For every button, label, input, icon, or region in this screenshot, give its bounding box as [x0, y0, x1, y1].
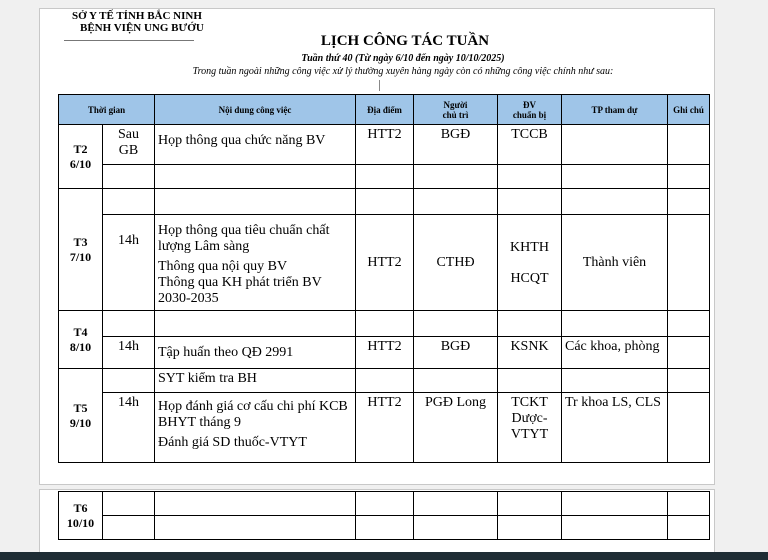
table-row	[59, 393, 710, 463]
notes-cell	[668, 337, 710, 369]
day-date: 6/10	[69, 156, 92, 171]
header-time: Thời gian	[59, 95, 155, 125]
content-item: Thông qua nội quy BV	[158, 259, 288, 274]
content-cell: Tập huấn theo QĐ 2991	[155, 337, 356, 369]
page-title: LỊCH CÔNG TÁC TUẦN	[320, 33, 490, 49]
prep-text: TCKT	[511, 395, 548, 410]
schedule-table-continued	[58, 491, 710, 540]
prep-text: KHTH	[510, 239, 549, 255]
intro-text: Trong tuần ngoài những công việc xử lý thường xuyên hàng ngày còn có những công việc chính như sau:	[192, 66, 614, 77]
prep-cell: KSNK	[498, 337, 562, 369]
table-row	[59, 337, 710, 369]
time-cell: 14h	[103, 393, 155, 463]
header-prep-line2: chuẩn bị	[512, 109, 547, 120]
prep-cell: TCCB	[498, 125, 562, 165]
day-cell-t3	[59, 189, 103, 311]
attendees-cell	[562, 125, 668, 165]
prep-text: Dược-	[511, 411, 548, 426]
day-label: T6	[73, 500, 88, 515]
prep-text: HCQT	[510, 270, 549, 286]
day-date: 7/10	[69, 249, 92, 264]
table-row	[59, 165, 710, 189]
week-subtitle: Tuần thứ 40 (Từ ngày 6/10 đến ngày 10/10/2025)	[301, 53, 505, 64]
table-header-row	[59, 95, 710, 125]
prep-text: VTYT	[510, 427, 549, 442]
content-cell: SYT kiểm tra BH	[155, 369, 356, 393]
attendees-cell: Tr khoa LS, CLS	[562, 393, 668, 463]
time-text: GB	[118, 143, 139, 158]
table-row	[59, 125, 710, 165]
day-cell-t5	[59, 369, 103, 463]
table-row	[59, 516, 710, 540]
day-cell-t4	[59, 311, 103, 369]
taskbar	[0, 552, 768, 560]
table-row	[59, 492, 710, 516]
day-label: T2	[73, 141, 88, 156]
host-cell: BGĐ	[414, 337, 498, 369]
time-cell	[103, 125, 155, 165]
day-date: 8/10	[69, 339, 92, 354]
org-name-line1: SỞ Y TẾ TỈNH BẮC NINH	[72, 10, 202, 22]
text-cursor	[379, 80, 380, 91]
day-label: T4	[73, 324, 88, 339]
prep-cell	[498, 393, 562, 463]
location-cell: HTT2	[356, 215, 414, 311]
notes-cell	[668, 215, 710, 311]
day-cell-t6	[59, 492, 103, 540]
header-attendees: TP tham dự	[562, 95, 668, 125]
attendees-cell: Các khoa, phòng	[562, 337, 668, 369]
header-host-line2: chủ trì	[442, 109, 469, 120]
host-cell: BGĐ	[414, 125, 498, 165]
org-name-line2: BỆNH VIỆN UNG BƯỚU	[80, 22, 204, 34]
header-prep-line1: ĐV	[523, 99, 536, 110]
header-host	[414, 95, 498, 125]
time-cell: 14h	[103, 337, 155, 369]
content-item: Thông qua KH phát triển BV 2030-2035	[158, 275, 322, 306]
table-row	[59, 311, 710, 337]
day-label: T3	[73, 234, 88, 249]
day-date: 10/10	[66, 515, 95, 530]
schedule-table	[58, 94, 710, 463]
time-cell: 14h	[103, 215, 155, 311]
location-cell: HTT2	[356, 337, 414, 369]
notes-cell	[668, 393, 710, 463]
host-cell: CTHĐ	[414, 215, 498, 311]
day-cell-t2	[59, 125, 103, 189]
content-item: Họp thông qua tiêu chuẩn chất lượng Lâm sàng	[158, 223, 330, 254]
header-content: Nội dung công việc	[155, 95, 356, 125]
table-row	[59, 369, 710, 393]
location-cell: HTT2	[356, 125, 414, 165]
time-text: Sau	[118, 127, 139, 142]
location-cell: HTT2	[356, 393, 414, 463]
day-label: T5	[73, 400, 88, 415]
header-prep	[498, 95, 562, 125]
table-row	[59, 215, 710, 311]
content-item: Họp đánh giá cơ cấu chi phí KCB BHYT tháng 9	[158, 399, 348, 430]
content-cell: Họp thông qua chức năng BV	[155, 125, 356, 165]
header-location: Địa điểm	[356, 95, 414, 125]
attendees-cell: Thành viên	[562, 215, 668, 311]
content-cell	[155, 393, 356, 463]
content-cell	[155, 215, 356, 311]
host-cell: PGĐ Long	[414, 393, 498, 463]
day-date: 9/10	[69, 415, 92, 430]
header-host-line1: Người	[443, 99, 468, 110]
table-row	[59, 189, 710, 215]
notes-cell	[668, 125, 710, 165]
prep-cell	[498, 215, 562, 311]
header-notes: Ghi chú	[668, 95, 710, 125]
content-item: Đánh giá SD thuốc-VTYT	[158, 435, 307, 450]
